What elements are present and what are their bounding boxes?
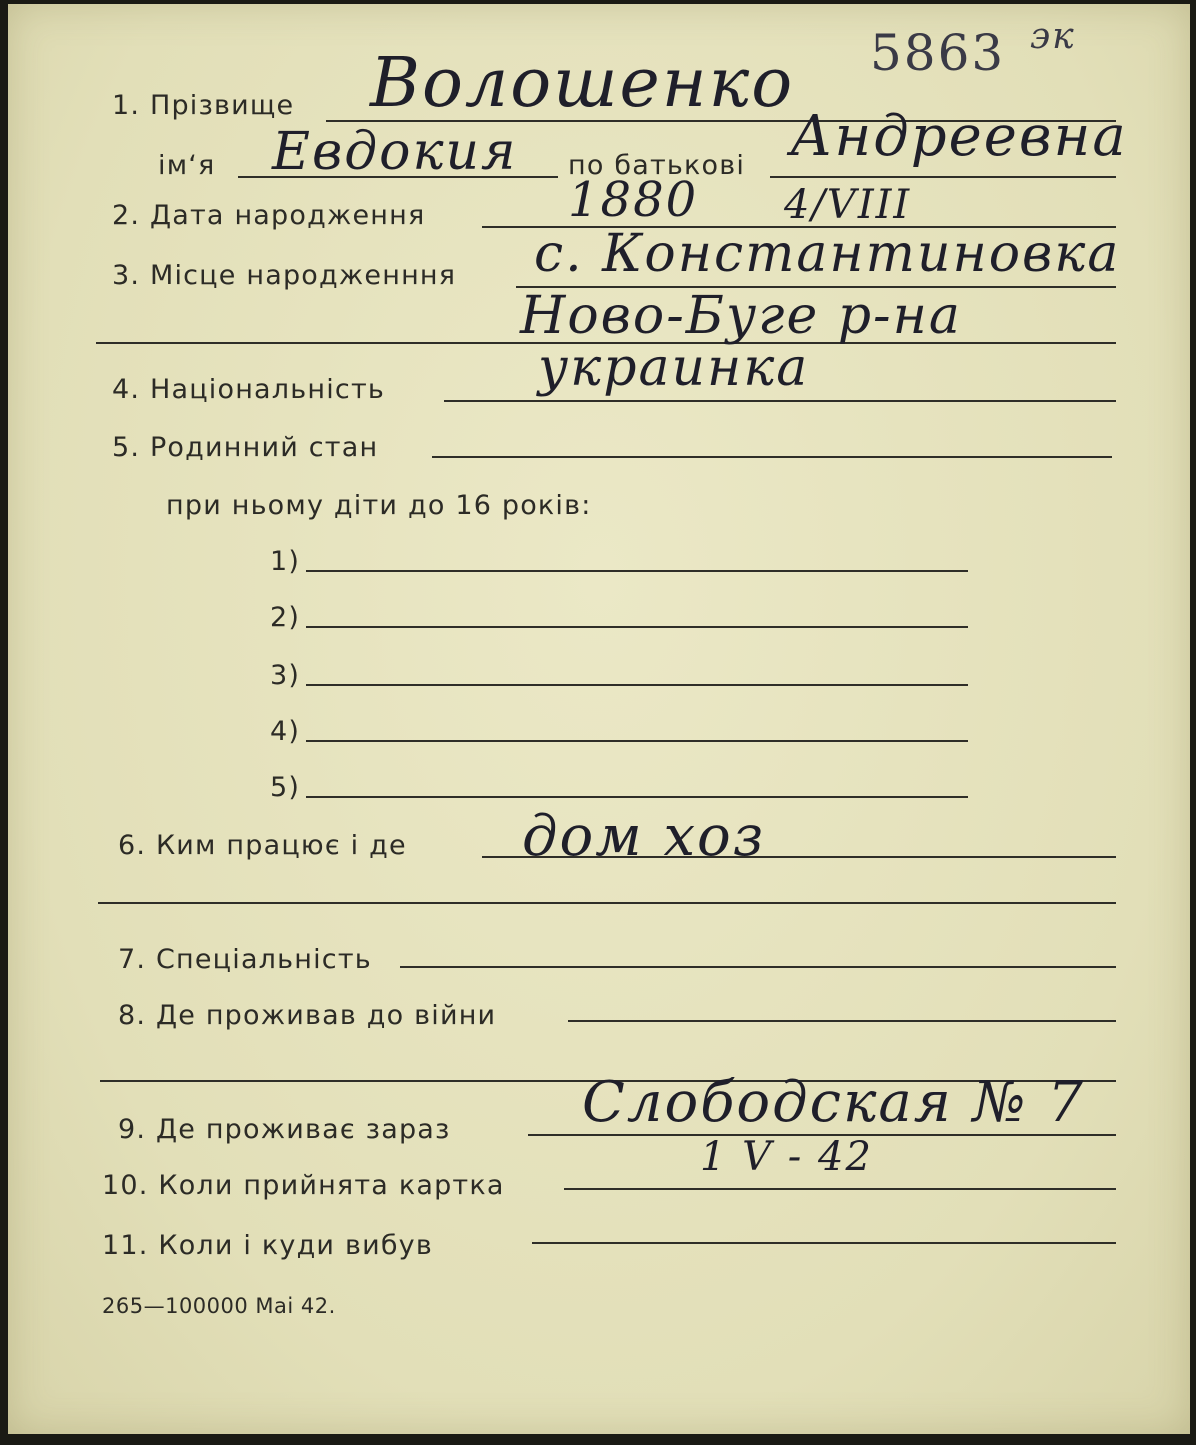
patronymic-label: по батькові bbox=[568, 150, 746, 181]
children-label: при ньому діти до 16 років: bbox=[166, 490, 592, 521]
archive-number: 5863 bbox=[870, 24, 1006, 82]
patronymic-line bbox=[770, 176, 1116, 178]
surname-value: Волошенко bbox=[370, 44, 795, 123]
prewar-label: 8. Де проживав до війни bbox=[118, 1000, 497, 1031]
birthplace-line2: Ново-Буге р-на bbox=[520, 286, 962, 346]
birthdate-day: 4/VIII bbox=[784, 182, 912, 228]
child-2-label: 2) bbox=[270, 602, 301, 633]
child-3-label: 3) bbox=[270, 660, 301, 691]
work-label: 6. Ким працює і де bbox=[118, 830, 407, 861]
child-2-line bbox=[306, 626, 968, 628]
work-line-2 bbox=[98, 902, 1116, 904]
family-line bbox=[432, 456, 1112, 458]
current-label: 9. Де проживає зараз bbox=[118, 1114, 451, 1145]
print-code: 265—100000 Mai 42. bbox=[102, 1294, 336, 1318]
departed-label: 11. Коли і куди вибув bbox=[102, 1230, 433, 1261]
archive-suffix: эк bbox=[1030, 16, 1076, 57]
child-5-label: 5) bbox=[270, 772, 301, 803]
child-1-label: 1) bbox=[270, 546, 301, 577]
birthdate-year: 1880 bbox=[568, 172, 699, 228]
surname-label: 1. Прізвище bbox=[112, 90, 295, 121]
family-label: 5. Родинний стан bbox=[112, 432, 379, 463]
child-4-label: 4) bbox=[270, 716, 301, 747]
card-date-line bbox=[564, 1188, 1116, 1190]
child-5-line bbox=[306, 796, 968, 798]
name-value: Евдокия bbox=[272, 122, 518, 182]
child-4-line bbox=[306, 740, 968, 742]
prewar-line bbox=[568, 1020, 1116, 1022]
registration-card bbox=[8, 4, 1190, 1434]
specialty-line bbox=[400, 966, 1116, 968]
child-3-line bbox=[306, 684, 968, 686]
nationality-line bbox=[444, 400, 1116, 402]
current-value: Слободская № 7 bbox=[582, 1070, 1086, 1135]
name-label: ім‘я bbox=[158, 150, 216, 181]
nationality-label: 4. Національність bbox=[112, 374, 385, 405]
card-date-value: 1 V - 42 bbox=[700, 1134, 873, 1180]
card-date-label: 10. Коли прийнята картка bbox=[102, 1170, 505, 1201]
child-1-line bbox=[306, 570, 968, 572]
patronymic-value: Андреевна bbox=[790, 104, 1128, 169]
work-value: дом хоз bbox=[522, 804, 766, 869]
birthdate-label: 2. Дата народження bbox=[112, 200, 426, 231]
specialty-label: 7. Спеціальність bbox=[118, 944, 372, 975]
nationality-value: украинка bbox=[538, 338, 810, 398]
birthplace-label: 3. Місце народженння bbox=[112, 260, 457, 291]
birthplace-line1: с. Константиновка bbox=[534, 224, 1121, 284]
departed-line bbox=[532, 1242, 1116, 1244]
